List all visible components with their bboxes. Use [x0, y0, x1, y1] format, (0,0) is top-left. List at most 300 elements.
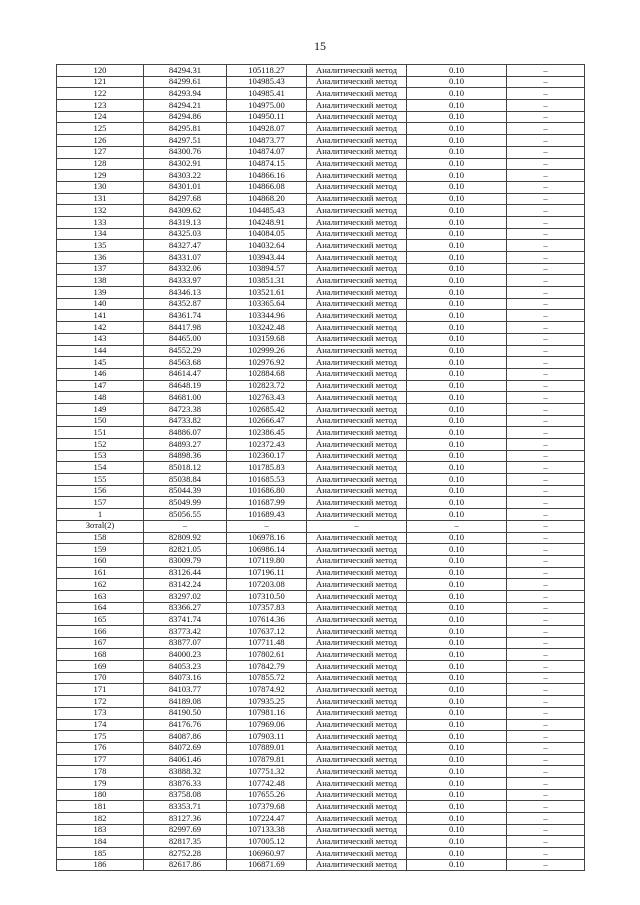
- cell-point: 120: [57, 65, 144, 77]
- table-row: [57, 123, 585, 135]
- table-row: [57, 65, 585, 77]
- cell-point: 165: [57, 614, 144, 626]
- cell-accuracy: 0.10: [407, 193, 507, 205]
- cell-point: 144: [57, 345, 144, 357]
- cell-note: –: [507, 555, 585, 567]
- cell-accuracy: 0.10: [407, 742, 507, 754]
- cell-method: Аналитический метод: [307, 731, 407, 743]
- cell-y: 107711.48: [227, 637, 307, 649]
- cell-note: –: [507, 205, 585, 217]
- cell-y: 102823.72: [227, 380, 307, 392]
- cell-accuracy: 0.10: [407, 602, 507, 614]
- cell-x: 85018.12: [144, 462, 227, 474]
- table-row: [57, 824, 585, 836]
- cell-y: 107310.50: [227, 590, 307, 602]
- cell-accuracy: 0.10: [407, 392, 507, 404]
- cell-method: Аналитический метод: [307, 742, 407, 754]
- cell-note: –: [507, 649, 585, 661]
- cell-point: 160: [57, 555, 144, 567]
- cell-y: 104928.07: [227, 123, 307, 135]
- cell-method: Аналитический метод: [307, 626, 407, 638]
- table-row: [57, 205, 585, 217]
- cell-note: –: [507, 123, 585, 135]
- table-row: [57, 427, 585, 439]
- cell-x: 84176.76: [144, 719, 227, 731]
- cell-note: –: [507, 544, 585, 556]
- cell-accuracy: 0.10: [407, 754, 507, 766]
- cell-method: Аналитический метод: [307, 672, 407, 684]
- table-row: [57, 88, 585, 100]
- cell-note: –: [507, 263, 585, 275]
- cell-x: 84352.87: [144, 298, 227, 310]
- cell-method: Аналитический метод: [307, 252, 407, 264]
- table-row: [57, 322, 585, 334]
- cell-point: 147: [57, 380, 144, 392]
- table-row: [57, 228, 585, 240]
- cell-x: 84417.98: [144, 322, 227, 334]
- cell-method: Аналитический метод: [307, 801, 407, 813]
- cell-accuracy: 0.10: [407, 158, 507, 170]
- cell-note: –: [507, 310, 585, 322]
- cell-method: Аналитический метод: [307, 65, 407, 77]
- cell-point: 134: [57, 228, 144, 240]
- table-row: [57, 590, 585, 602]
- cell-point: 167: [57, 637, 144, 649]
- cell-point: 150: [57, 415, 144, 427]
- table-row: [57, 614, 585, 626]
- cell-method: Аналитический метод: [307, 637, 407, 649]
- cell-accuracy: 0.10: [407, 380, 507, 392]
- cell-method: Аналитический метод: [307, 193, 407, 205]
- cell-x: 83353.71: [144, 801, 227, 813]
- cell-x: 84332.06: [144, 263, 227, 275]
- cell-y: 107903.11: [227, 731, 307, 743]
- cell-method: Аналитический метод: [307, 275, 407, 287]
- cell-method: Аналитический метод: [307, 474, 407, 486]
- table-row: [57, 766, 585, 778]
- cell-method: Аналитический метод: [307, 859, 407, 871]
- cell-point: 133: [57, 216, 144, 228]
- cell-accuracy: 0.10: [407, 684, 507, 696]
- cell-note: –: [507, 111, 585, 123]
- cell-note: –: [507, 333, 585, 345]
- cell-method: Аналитический метод: [307, 567, 407, 579]
- table-row: [57, 380, 585, 392]
- cell-point: 132: [57, 205, 144, 217]
- cell-note: –: [507, 520, 585, 532]
- cell-accuracy: 0.10: [407, 731, 507, 743]
- cell-y: 107357.83: [227, 602, 307, 614]
- cell-y: 103365.64: [227, 298, 307, 310]
- table-row: [57, 509, 585, 521]
- cell-y: 107119.80: [227, 555, 307, 567]
- cell-note: –: [507, 614, 585, 626]
- cell-point: 1: [57, 509, 144, 521]
- table-row: [57, 567, 585, 579]
- cell-x: 83741.74: [144, 614, 227, 626]
- table-row: [57, 158, 585, 170]
- cell-point: 141: [57, 310, 144, 322]
- cell-accuracy: 0.10: [407, 614, 507, 626]
- cell-note: –: [507, 626, 585, 638]
- cell-method: Аналитический метод: [307, 848, 407, 860]
- cell-point: 143: [57, 333, 144, 345]
- cell-x: 82617.86: [144, 859, 227, 871]
- cell-point: 131: [57, 193, 144, 205]
- cell-point: 163: [57, 590, 144, 602]
- table-row: [57, 333, 585, 345]
- table-row: [57, 170, 585, 182]
- cell-method: Аналитический метод: [307, 544, 407, 556]
- cell-accuracy: 0.10: [407, 813, 507, 825]
- cell-x: 84299.61: [144, 76, 227, 88]
- cell-method: Аналитический метод: [307, 287, 407, 299]
- cell-method: Аналитический метод: [307, 661, 407, 673]
- cell-y: 103159.68: [227, 333, 307, 345]
- cell-y: 101687.99: [227, 497, 307, 509]
- cell-point: 145: [57, 357, 144, 369]
- cell-x: 84053.23: [144, 661, 227, 673]
- cell-y: 101685.53: [227, 474, 307, 486]
- cell-method: Аналитический метод: [307, 298, 407, 310]
- cell-note: –: [507, 789, 585, 801]
- cell-x: 84073.16: [144, 672, 227, 684]
- cell-point: 142: [57, 322, 144, 334]
- cell-point: 171: [57, 684, 144, 696]
- table-row: [57, 707, 585, 719]
- cell-y: 104032.64: [227, 240, 307, 252]
- cell-method: Аналитический метод: [307, 158, 407, 170]
- cell-y: 104985.43: [227, 76, 307, 88]
- cell-y: 107637.12: [227, 626, 307, 638]
- cell-point: 183: [57, 824, 144, 836]
- cell-accuracy: 0.10: [407, 637, 507, 649]
- cell-method: Аналитический метод: [307, 439, 407, 451]
- cell-note: –: [507, 252, 585, 264]
- cell-accuracy: 0.10: [407, 672, 507, 684]
- cell-accuracy: 0.10: [407, 252, 507, 264]
- table-row: [57, 263, 585, 275]
- table-row: [57, 345, 585, 357]
- cell-y: 102884.68: [227, 368, 307, 380]
- table-row: [57, 181, 585, 193]
- cell-accuracy: 0.10: [407, 205, 507, 217]
- cell-y: 103943.44: [227, 252, 307, 264]
- table-row: [57, 111, 585, 123]
- cell-accuracy: 0.10: [407, 766, 507, 778]
- cell-note: –: [507, 135, 585, 147]
- table-row: [57, 789, 585, 801]
- cell-x: 84301.01: [144, 181, 227, 193]
- cell-note: –: [507, 170, 585, 182]
- cell-note: –: [507, 275, 585, 287]
- cell-accuracy: 0.10: [407, 310, 507, 322]
- cell-note: –: [507, 357, 585, 369]
- cell-x: 84563.68: [144, 357, 227, 369]
- coordinates-table: [56, 64, 585, 871]
- table-row: [57, 731, 585, 743]
- cell-accuracy: 0.10: [407, 216, 507, 228]
- cell-y: 107842.79: [227, 661, 307, 673]
- cell-x: 84072.69: [144, 742, 227, 754]
- cell-method: Аналитический метод: [307, 824, 407, 836]
- table-row: [57, 462, 585, 474]
- cell-note: –: [507, 754, 585, 766]
- cell-note: –: [507, 380, 585, 392]
- cell-point: 172: [57, 696, 144, 708]
- cell-accuracy: 0.10: [407, 485, 507, 497]
- cell-x: 85049.99: [144, 497, 227, 509]
- cell-accuracy: 0.10: [407, 626, 507, 638]
- table-row: [57, 801, 585, 813]
- cell-note: –: [507, 368, 585, 380]
- cell-y: 107005.12: [227, 836, 307, 848]
- cell-point: 127: [57, 146, 144, 158]
- cell-point: 168: [57, 649, 144, 661]
- cell-y: 104868.20: [227, 193, 307, 205]
- cell-point: 152: [57, 439, 144, 451]
- cell-note: –: [507, 836, 585, 848]
- cell-x: 82821.05: [144, 544, 227, 556]
- table-row: [57, 193, 585, 205]
- cell-point: 186: [57, 859, 144, 871]
- cell-accuracy: 0.10: [407, 403, 507, 415]
- cell-note: –: [507, 509, 585, 521]
- cell-note: –: [507, 731, 585, 743]
- table-row: [57, 474, 585, 486]
- table-row: [57, 216, 585, 228]
- cell-note: –: [507, 848, 585, 860]
- cell-y: 101785.83: [227, 462, 307, 474]
- cell-accuracy: 0.10: [407, 298, 507, 310]
- cell-x: 84552.29: [144, 345, 227, 357]
- cell-note: –: [507, 193, 585, 205]
- cell-note: –: [507, 567, 585, 579]
- cell-point: 175: [57, 731, 144, 743]
- cell-method: Аналитический метод: [307, 497, 407, 509]
- cell-method: Аналитический метод: [307, 310, 407, 322]
- cell-note: –: [507, 287, 585, 299]
- table-row: [57, 544, 585, 556]
- cell-x: 84886.07: [144, 427, 227, 439]
- cell-method: Аналитический метод: [307, 123, 407, 135]
- cell-method: Аналитический метод: [307, 427, 407, 439]
- cell-y: 104084.05: [227, 228, 307, 240]
- cell-x: 84190.50: [144, 707, 227, 719]
- table-row: [57, 813, 585, 825]
- cell-y: 107879.81: [227, 754, 307, 766]
- cell-accuracy: 0.10: [407, 357, 507, 369]
- cell-point: 178: [57, 766, 144, 778]
- cell-note: –: [507, 532, 585, 544]
- cell-point: 130: [57, 181, 144, 193]
- cell-method: Аналитический метод: [307, 403, 407, 415]
- cell-accuracy: 0.10: [407, 579, 507, 591]
- cell-x: 84893.27: [144, 439, 227, 451]
- cell-point: 122: [57, 88, 144, 100]
- cell-method: Аналитический метод: [307, 345, 407, 357]
- cell-point: 156: [57, 485, 144, 497]
- cell-accuracy: 0.10: [407, 65, 507, 77]
- cell-note: –: [507, 415, 585, 427]
- cell-note: –: [507, 719, 585, 731]
- cell-accuracy: 0.10: [407, 789, 507, 801]
- cell-point: 159: [57, 544, 144, 556]
- cell-method: Аналитический метод: [307, 240, 407, 252]
- cell-method: Аналитический метод: [307, 590, 407, 602]
- cell-x: 84295.81: [144, 123, 227, 135]
- cell-accuracy: 0.10: [407, 322, 507, 334]
- cell-point: 121: [57, 76, 144, 88]
- cell-note: –: [507, 298, 585, 310]
- cell-y: 104485.43: [227, 205, 307, 217]
- cell-accuracy: 0.10: [407, 497, 507, 509]
- cell-point: 166: [57, 626, 144, 638]
- cell-note: –: [507, 450, 585, 462]
- cell-method: Аналитический метод: [307, 135, 407, 147]
- cell-note: –: [507, 88, 585, 100]
- cell-y: 107935.25: [227, 696, 307, 708]
- table-row: [57, 240, 585, 252]
- cell-x: 84309.62: [144, 205, 227, 217]
- cell-point: 136: [57, 252, 144, 264]
- table-row: [57, 392, 585, 404]
- cell-y: 107751.32: [227, 766, 307, 778]
- cell-accuracy: 0.10: [407, 824, 507, 836]
- cell-note: –: [507, 497, 585, 509]
- cell-x: 84294.31: [144, 65, 227, 77]
- cell-point: 174: [57, 719, 144, 731]
- table-row: [57, 520, 585, 532]
- cell-y: 102386.45: [227, 427, 307, 439]
- cell-note: –: [507, 65, 585, 77]
- cell-point: 151: [57, 427, 144, 439]
- cell-point: 126: [57, 135, 144, 147]
- cell-x: 83142.24: [144, 579, 227, 591]
- cell-accuracy: 0.10: [407, 88, 507, 100]
- cell-method: Аналитический метод: [307, 766, 407, 778]
- cell-accuracy: 0.10: [407, 228, 507, 240]
- cell-y: 102685.42: [227, 403, 307, 415]
- cell-accuracy: 0.10: [407, 836, 507, 848]
- cell-point: 154: [57, 462, 144, 474]
- cell-x: 84297.51: [144, 135, 227, 147]
- table-row: [57, 626, 585, 638]
- cell-point: Зотаl(2): [57, 520, 144, 532]
- cell-y: 104866.08: [227, 181, 307, 193]
- cell-x: 84614.47: [144, 368, 227, 380]
- cell-y: 107224.47: [227, 813, 307, 825]
- cell-x: 84293.94: [144, 88, 227, 100]
- table-row: [57, 532, 585, 544]
- cell-method: Аналитический метод: [307, 357, 407, 369]
- cell-point: 125: [57, 123, 144, 135]
- cell-x: 84303.22: [144, 170, 227, 182]
- cell-y: 104874.15: [227, 158, 307, 170]
- cell-accuracy: 0.10: [407, 590, 507, 602]
- table-row: [57, 672, 585, 684]
- cell-x: 84346.13: [144, 287, 227, 299]
- cell-accuracy: 0.10: [407, 707, 507, 719]
- cell-note: –: [507, 100, 585, 112]
- cell-point: 123: [57, 100, 144, 112]
- cell-x: 82752.28: [144, 848, 227, 860]
- cell-y: 107855.72: [227, 672, 307, 684]
- cell-accuracy: 0.10: [407, 555, 507, 567]
- cell-point: 185: [57, 848, 144, 860]
- cell-method: Аналитический метод: [307, 509, 407, 521]
- cell-note: –: [507, 590, 585, 602]
- cell-point: 128: [57, 158, 144, 170]
- cell-accuracy: 0.10: [407, 567, 507, 579]
- cell-accuracy: 0.10: [407, 696, 507, 708]
- cell-accuracy: 0.10: [407, 509, 507, 521]
- table-row: [57, 310, 585, 322]
- cell-note: –: [507, 439, 585, 451]
- cell-y: 106960.97: [227, 848, 307, 860]
- table-row: [57, 777, 585, 789]
- table-row: [57, 637, 585, 649]
- cell-note: –: [507, 637, 585, 649]
- cell-point: 139: [57, 287, 144, 299]
- cell-point: 140: [57, 298, 144, 310]
- cell-method: Аналитический метод: [307, 579, 407, 591]
- cell-x: 83758.08: [144, 789, 227, 801]
- cell-method: Аналитический метод: [307, 111, 407, 123]
- cell-x: 84087.86: [144, 731, 227, 743]
- cell-point: 169: [57, 661, 144, 673]
- cell-method: Аналитический метод: [307, 322, 407, 334]
- cell-method: Аналитический метод: [307, 100, 407, 112]
- table-row: [57, 497, 585, 509]
- cell-accuracy: 0.10: [407, 123, 507, 135]
- cell-method: Аналитический метод: [307, 450, 407, 462]
- cell-x: 83877.07: [144, 637, 227, 649]
- cell-note: –: [507, 696, 585, 708]
- cell-note: –: [507, 684, 585, 696]
- cell-point: 180: [57, 789, 144, 801]
- cell-accuracy: 0.10: [407, 649, 507, 661]
- cell-accuracy: 0.10: [407, 333, 507, 345]
- cell-x: 84302.91: [144, 158, 227, 170]
- cell-note: –: [507, 801, 585, 813]
- cell-y: 106986.14: [227, 544, 307, 556]
- cell-method: Аналитический метод: [307, 216, 407, 228]
- cell-y: 103344.96: [227, 310, 307, 322]
- cell-x: –: [144, 520, 227, 532]
- cell-note: –: [507, 462, 585, 474]
- cell-point: 179: [57, 777, 144, 789]
- table-row: [57, 450, 585, 462]
- cell-x: 84648.19: [144, 380, 227, 392]
- cell-accuracy: 0.10: [407, 462, 507, 474]
- cell-y: 102360.17: [227, 450, 307, 462]
- cell-method: Аналитический метод: [307, 777, 407, 789]
- table-row: [57, 661, 585, 673]
- cell-note: –: [507, 824, 585, 836]
- cell-x: 84361.74: [144, 310, 227, 322]
- cell-x: 84325.03: [144, 228, 227, 240]
- cell-x: 83127.36: [144, 813, 227, 825]
- cell-note: –: [507, 579, 585, 591]
- cell-accuracy: 0.10: [407, 76, 507, 88]
- cell-accuracy: 0.10: [407, 544, 507, 556]
- cell-y: 107969.06: [227, 719, 307, 731]
- cell-y: 106871.69: [227, 859, 307, 871]
- cell-y: 104873.77: [227, 135, 307, 147]
- table-row: [57, 368, 585, 380]
- cell-method: Аналитический метод: [307, 696, 407, 708]
